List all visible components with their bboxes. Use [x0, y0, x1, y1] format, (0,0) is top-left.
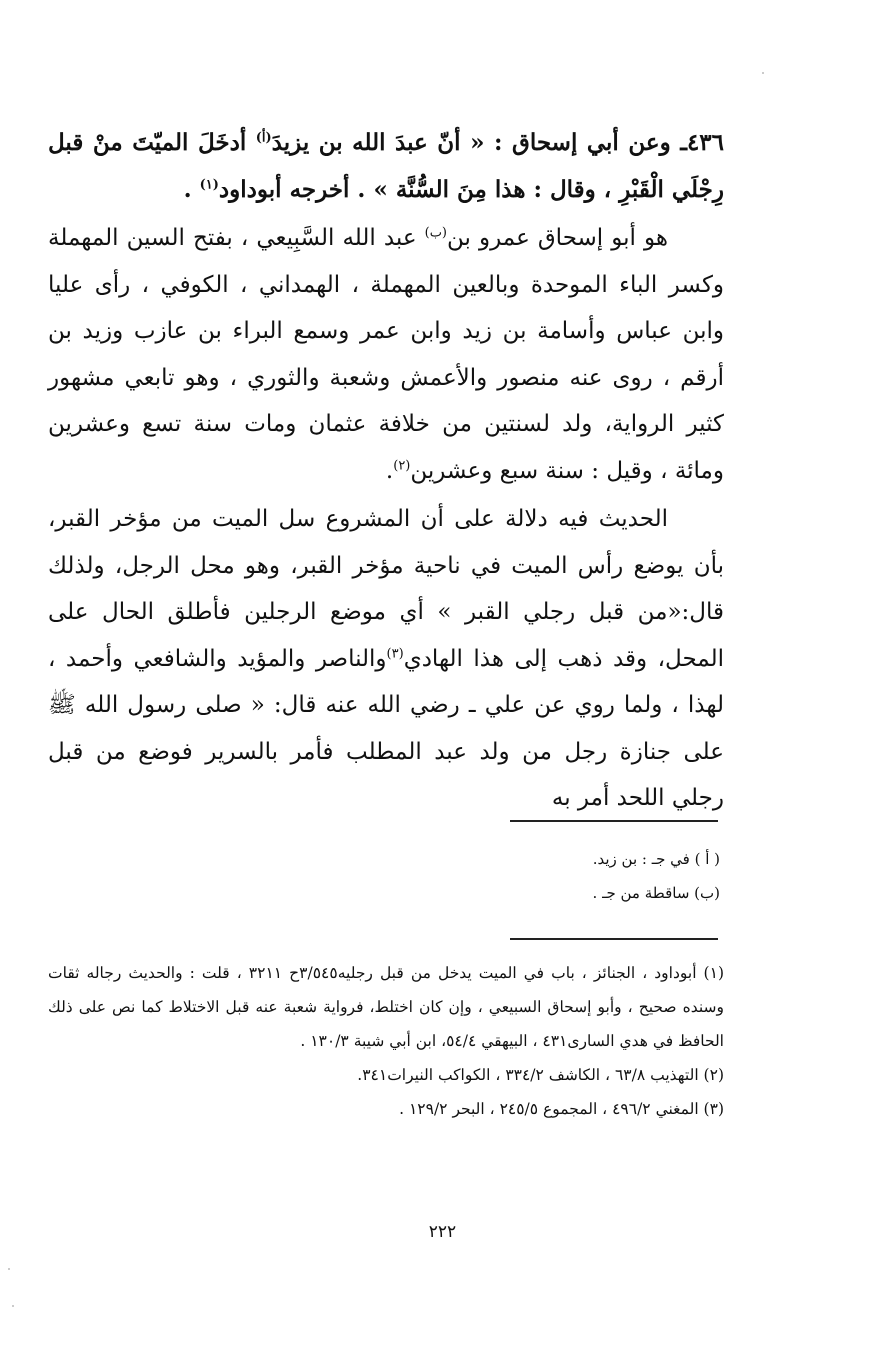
discussion-text-start: الحديث فيه دلالة على أن المشروع سل الميت من مؤخر القبر، بأن يوضع رأس الميت في ناحية مؤخر القبر، وهو محل الرجل، ولذلك قال:«من قبل رجلي القبر » أي موضع الرجلين فأطلق الحال على المحل، وقد ذهب إلى هذا الهادي [48, 506, 725, 672]
biography-text-start: هو أبو إسحاق عمرو بن [447, 225, 668, 251]
discussion-text-rest: والناصر والمؤيد والشافعي وأحمد ، لهذا ، ولما روي عن علي ـ رضي الله عنه قال: « صلى رسول الله ﷺ على جنازة رجل من ولد عبد المطلب فأمر بالسرير فوضع من قبل رجلي اللحد أمر به [48, 645, 724, 811]
hadith-text-start: ٤٣٦ـ وعن أبي إسحاق : « أنّ عبدَ الله بن يزيدَ [271, 129, 724, 156]
biography-text: عبد الله السَّبِيعي ، بفتح السين المهملة وكسر الباء الموحدة وبالعين المهملة ، الهمداني ، الكوفي ، رأى عليا وابن عباس وأسامة بن زيد وابن عمر وسمع البراء بن عازب وزيد بن أرقم ، روى عنه منصور والأعمش وشعبة والثوري ، وهو تابعي مشهور كثير الرواية، ولد لسنتين من خلافة عثمان ومات سنة تسع وعشرين ومائة ، وقيل : سنة سبع وعشرين [48, 225, 724, 484]
footnote-1: (١) أبوداود ، الجنائز ، باب في الميت يدخل من قبل رجليه٣/٥٤٥ح ٣٢١١ ، قلت : والحديث رجاله ثقات وسنده صحيح ، وأبو إسحاق السبيعي ، وإن كان اختلط، فرواية شعبة عنه قبل الاختلاط كما نص على ذلك الحافظ في هدي السارى٤٣١ ، البيهقي ٥٤/٤، ابن أبي شيبة ١٣٠/٣ . [48, 964, 724, 1050]
scan-speck [12, 1305, 14, 1307]
hadith-text-rest: أدخَلَ الميّتَ منْ قبل رِجْلَي الْقَبْرِ ، وقال : هذا مِنَ السُّنَّة » . أخرجه أبوداود [48, 129, 724, 203]
variant-note-b: (ب) ساقطة من جـ . [592, 884, 720, 902]
scan-speck [8, 1268, 10, 1270]
footnotes [48, 956, 724, 1126]
variant-notes-divider [510, 820, 718, 822]
hadith-paragraph [48, 120, 724, 213]
biography-text-end: . [385, 457, 394, 484]
footnote-ref-3: (٣) [386, 645, 404, 661]
variant-note-a: ( أ ) في جـ : بن زيد. [592, 850, 720, 868]
hadith-text-end: . [183, 175, 200, 203]
variant-notes [300, 842, 720, 910]
footnote-ref-2: (٢) [393, 457, 411, 473]
page-number: ٢٢٢ [428, 1222, 457, 1242]
variant-ref-a: (أ) [255, 130, 272, 146]
footnote-2: (٢) التهذيب ٦٣/٨ ، الكاشف ٣٣٤/٢ ، الكواكب النيرات٣٤١. [357, 1066, 724, 1084]
main-text [48, 120, 724, 822]
discussion-paragraph [48, 496, 724, 822]
footnote-ref-1: (١) [199, 176, 219, 192]
variant-ref-b: (ب) [424, 225, 448, 241]
scan-speck [762, 72, 764, 74]
biography-paragraph [48, 215, 724, 494]
footnotes-divider [510, 938, 718, 940]
footnote-3: (٣) المغني ٤٩٦/٢ ، المجموع ٢٤٥/٥ ، البحر ١٢٩/٢ . [399, 1100, 724, 1118]
